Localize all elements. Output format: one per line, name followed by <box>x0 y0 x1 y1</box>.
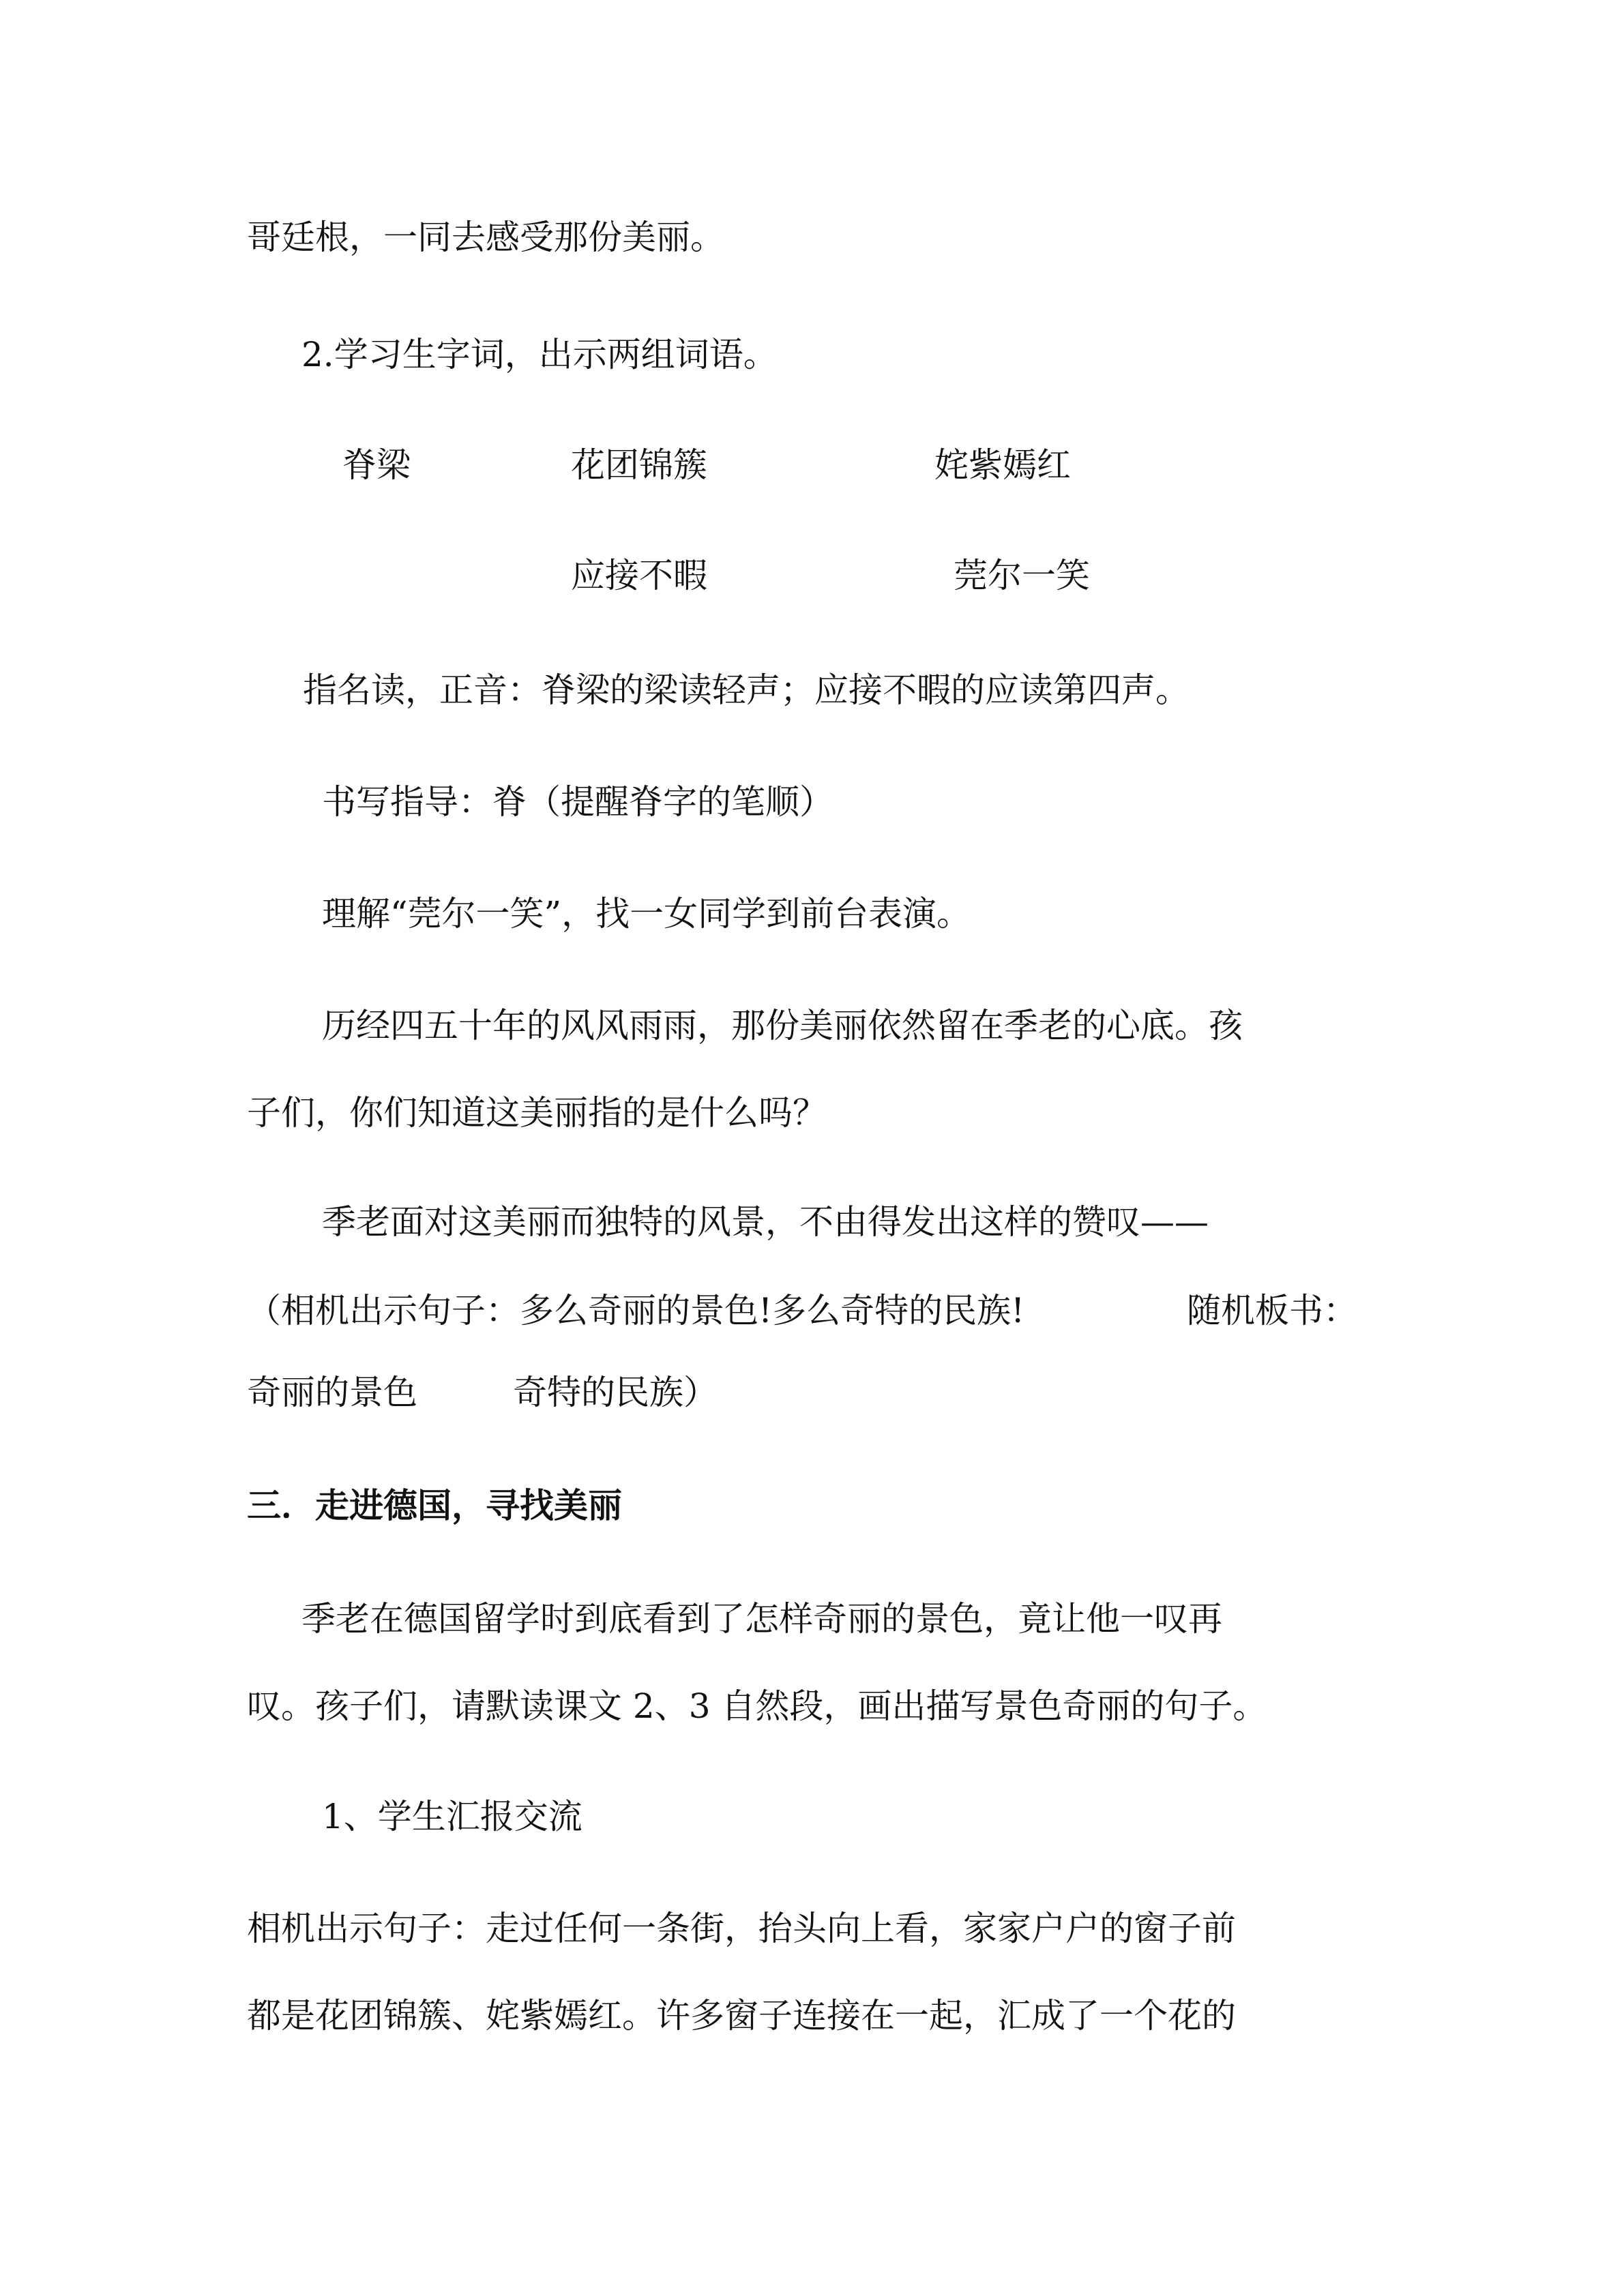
paragraph-line: 理解“莞尔一笑”，找一女同学到前台表演。 <box>322 894 971 934</box>
vocab-word: 应接不暇 <box>571 556 707 595</box>
paragraph-line: 奇特的民族） <box>513 1373 718 1412</box>
paragraph-line: 哥廷根，一同去感受那份美丽。 <box>247 218 724 257</box>
paragraph-line: 叹。孩子们，请默读课文 2、3 自然段，画出描写景色奇丽的句子。 <box>247 1686 1267 1726</box>
vocab-word: 姹紫嫣红 <box>934 445 1071 485</box>
paragraph-line: 相机出示句子：走过任何一条街，抬头向上看，家家户户的窗子前 <box>247 1909 1236 1948</box>
section-heading: 三．走进德国，寻找美丽 <box>247 1485 622 1525</box>
paragraph-line: 季老在德国留学时到底看到了怎样奇丽的景色，竟让他一叹再 <box>301 1599 1222 1639</box>
paragraph-line: 指名读，正音：脊梁的梁读轻声；应接不暇的应读第四声。 <box>303 670 1190 710</box>
paragraph-line: （相机出示句子：多么奇丽的景色!多么奇特的民族! <box>247 1291 1025 1330</box>
paragraph-line: 书写指导：脊（提醒脊字的笔顺） <box>322 782 833 822</box>
paragraph-line: 1、学生汇报交流 <box>322 1797 582 1836</box>
vocab-word: 脊梁 <box>342 445 411 485</box>
paragraph-line: 子们，你们知道这美丽指的是什么吗？ <box>247 1093 827 1133</box>
paragraph-line: 都是花团锦簇、姹紫嫣红。许多窗子连接在一起，汇成了一个花的 <box>247 1996 1236 2036</box>
paragraph-line: 季老面对这美丽而独特的风景，不由得发出这样的赞叹—— <box>322 1202 1209 1242</box>
vocab-word: 花团锦簇 <box>571 445 707 485</box>
paragraph-line: 2.学习生字词，出示两组词语。 <box>301 335 778 374</box>
vocab-word: 莞尔一笑 <box>954 556 1090 595</box>
paragraph-line: 随机板书： <box>1187 1291 1357 1330</box>
paragraph-line: 奇丽的景色 <box>247 1373 417 1412</box>
paragraph-line: 历经四五十年的风风雨雨，那份美丽依然留在季老的心底。孩 <box>322 1006 1243 1045</box>
